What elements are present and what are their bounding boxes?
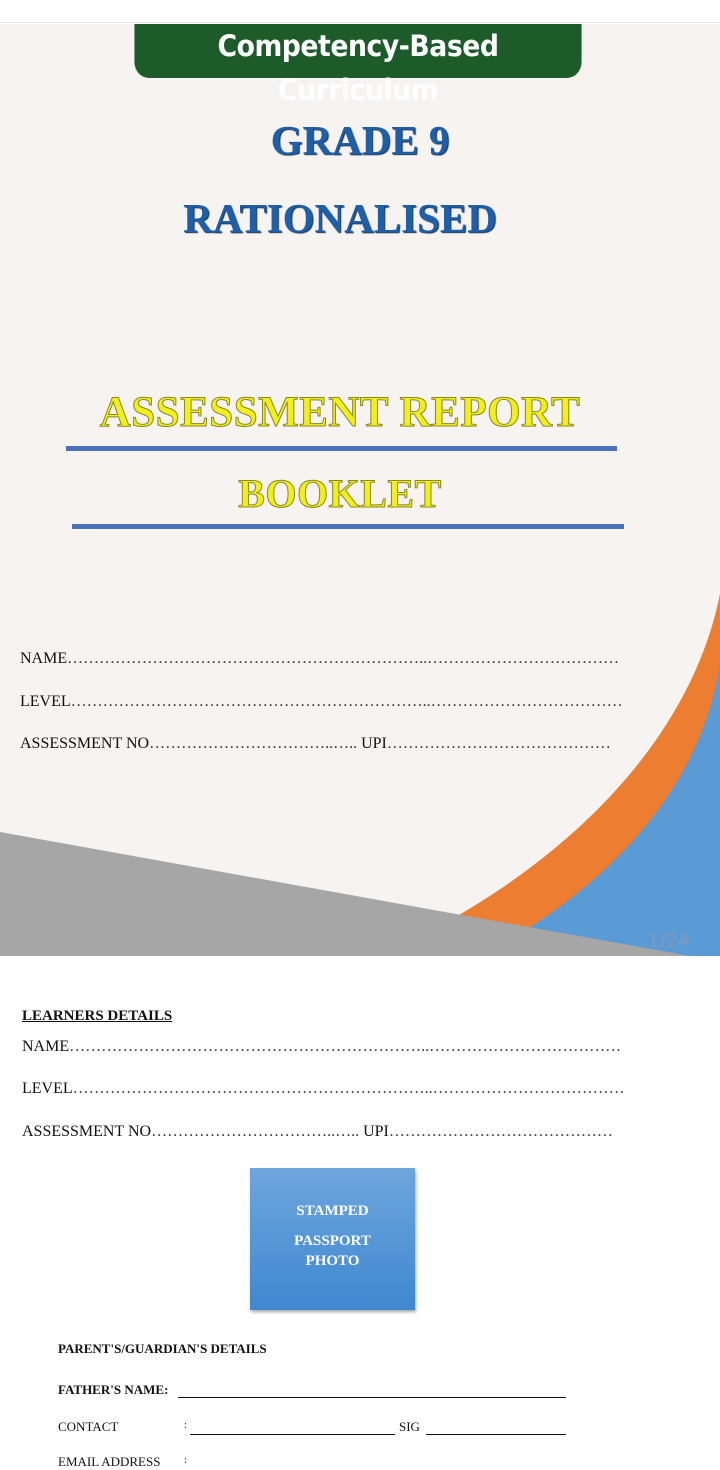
learner-level-field: LEVEL…………………………………………………………..……………………………… xyxy=(22,1080,625,1097)
document-page-2 xyxy=(0,970,720,1469)
email-address-label: EMAIL ADDRESS xyxy=(58,1454,161,1469)
grade-heading: GRADE 9 xyxy=(270,117,450,163)
father-name-label: FATHER'S NAME: xyxy=(58,1382,169,1397)
rationalised-heading: RATIONALISED xyxy=(183,195,497,241)
title-underline-1 xyxy=(66,446,617,451)
title-underline-2 xyxy=(72,524,624,529)
contact-label: CONTACT xyxy=(58,1419,119,1434)
photo-label-passport: PASSPORT xyxy=(294,1233,371,1249)
viewer-top-bar xyxy=(0,0,720,23)
passport-photo-box xyxy=(250,1168,415,1310)
report-title-line1: ASSESSMENT REPORT xyxy=(99,389,581,436)
cover-level-field: LEVEL…………………………………………………………..……………………………… xyxy=(20,693,623,710)
cover-name-field: NAME…………………………………………………………..……………………………… xyxy=(20,650,620,667)
learner-name-label: NAME xyxy=(22,1038,70,1055)
cover-level-label: LEVEL xyxy=(20,693,71,710)
learner-name-field: NAME…………………………………………………………..……………………………… xyxy=(22,1038,622,1055)
parent-details-heading: PARENT'S/GUARDIAN'S DETAILS xyxy=(58,1341,267,1356)
learner-assessment-label: ASSESSMENT NO xyxy=(22,1123,152,1140)
cover-name-label: NAME xyxy=(20,650,68,667)
learner-level-label: LEVEL xyxy=(22,1080,73,1097)
email-colon: : xyxy=(184,1454,188,1466)
cover-assessment-label: ASSESSMENT NO xyxy=(20,735,150,752)
learner-upi-label: UPI xyxy=(363,1123,389,1140)
contact-colon: : xyxy=(184,1419,188,1431)
signature-label: SIG xyxy=(399,1419,420,1434)
contact-line xyxy=(190,1434,395,1435)
learner-assessment-field: ASSESSMENT NO……………………………..….. UPI…………………………………… xyxy=(22,1123,613,1140)
photo-label-stamped: STAMPED xyxy=(296,1203,369,1219)
learners-details-heading: LEARNERS DETAILS xyxy=(22,1008,173,1024)
photo-label-photo: PHOTO xyxy=(305,1253,360,1269)
signature-line xyxy=(426,1434,566,1435)
document-page-1 xyxy=(0,24,720,956)
father-name-line xyxy=(178,1397,566,1398)
page-indicator: 1/24 xyxy=(647,930,690,952)
cover-upi-label: UPI xyxy=(361,735,387,752)
curriculum-banner: Competency-Based Curriculum xyxy=(134,24,581,78)
cover-assessment-field: ASSESSMENT NO……………………………..….. UPI…………………………………… xyxy=(20,735,611,752)
report-title-line2: BOOKLET xyxy=(238,471,442,516)
